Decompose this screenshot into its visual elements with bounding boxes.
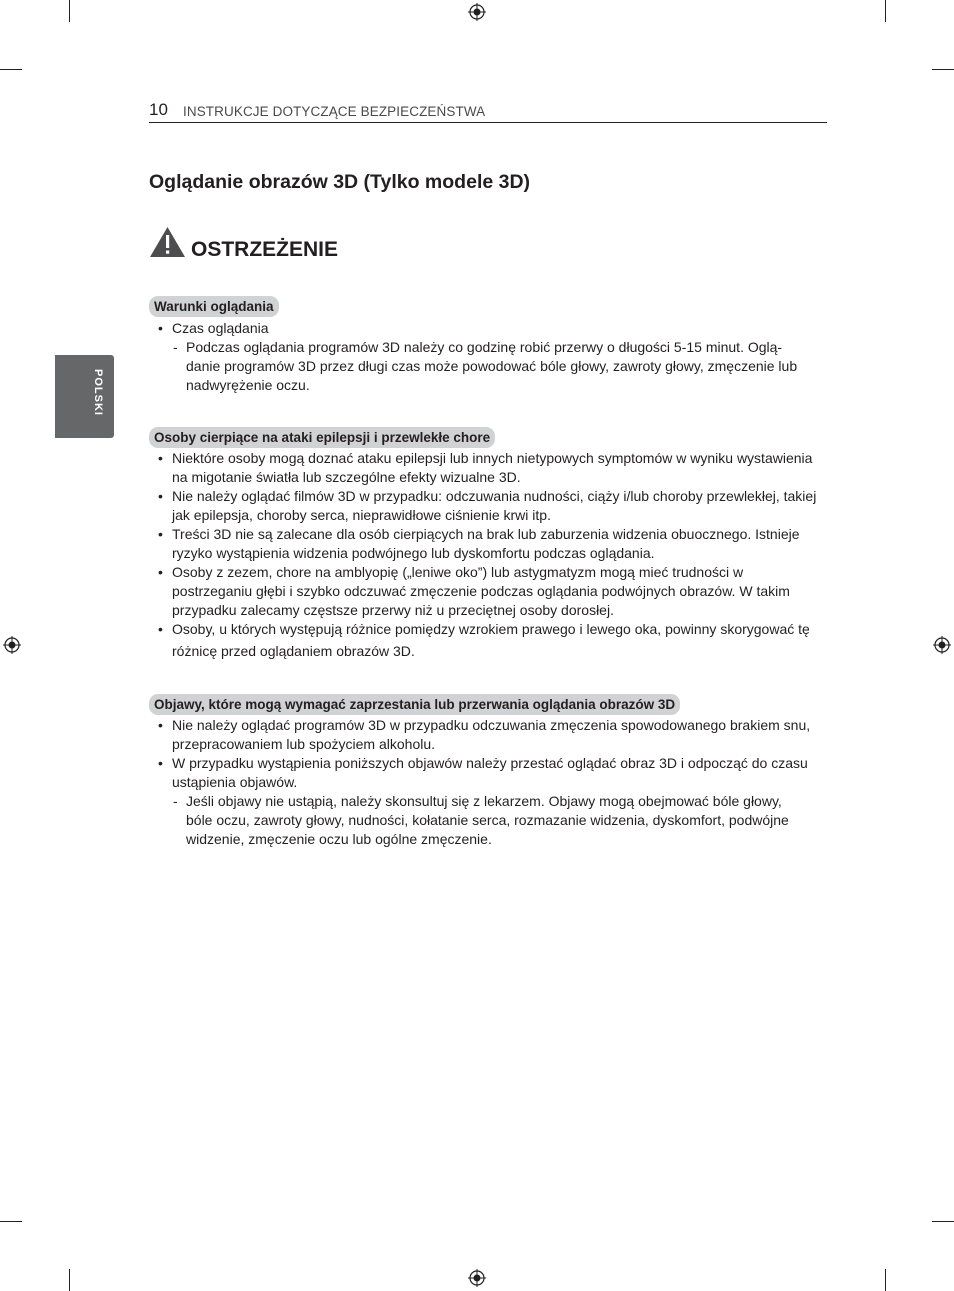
registration-mark-icon: [468, 1269, 486, 1287]
crop-mark: [69, 0, 70, 22]
crop-mark: [885, 1269, 886, 1291]
list-item: W przypadku wystąpienia poniższych objawów należy przestać oglądać obraz 3D i odpocząć do czasu: [172, 755, 808, 771]
crop-mark: [932, 1221, 954, 1222]
warning-triangle-icon: [149, 226, 186, 258]
page-header: [149, 100, 827, 123]
list-item-continuation: danie programów 3D przez długi czas może powodować bóle głowy, zawroty głowy, zmęczenie lub: [186, 358, 798, 374]
dash-marker: -: [173, 339, 178, 355]
dash-marker: -: [173, 793, 178, 809]
bullet-marker: •: [158, 755, 163, 771]
bullet-marker: •: [158, 488, 163, 504]
list-item-continuation: postrzeganiu głębi i szybko odczuwać zmęczenie podczas oglądania podwójnych obrazów. W takim: [172, 583, 790, 599]
page-number: 10: [149, 100, 168, 119]
crop-mark: [0, 1221, 22, 1222]
subsection-heading: Osoby cierpiące na ataki epilepsji i przewlekłe chore: [149, 427, 495, 448]
list-item-continuation: różnicę przed oglądaniem obrazów 3D.: [172, 643, 415, 659]
crop-mark: [0, 69, 22, 70]
bullet-marker: •: [158, 320, 163, 336]
bullet-marker: •: [158, 526, 163, 542]
crop-mark: [885, 0, 886, 22]
list-item: Osoby z zezem, chore na amblyopię („leniwe oko”) lub astygmatyzm mogą mieć trudności w: [172, 564, 744, 580]
list-item-continuation: na migotanie światła lub szczególne efekty wizualne 3D.: [172, 469, 521, 485]
language-tab-label: POLSKI: [92, 369, 104, 416]
list-item-continuation: widzenie, zmęczenie oczu lub ogólne zmęczenie.: [186, 831, 492, 847]
list-item-continuation: jak epilepsja, choroby serca, nieprawidłowe ciśnienie krwi itp.: [172, 507, 551, 523]
warning-label: OSTRZEŻENIE: [191, 238, 339, 261]
list-item: Treści 3D nie są zalecane dla osób cierpiących na brak lub zaburzenia widzenia obuocznego. Istnieje: [172, 526, 800, 542]
list-item-continuation: nadwyrężenie oczu.: [186, 377, 310, 393]
registration-mark-icon: [468, 3, 486, 21]
bullet-marker: •: [158, 564, 163, 580]
list-item: Niektóre osoby mogą doznać ataku epilepsji lub innych nietypowych symptomów w wyniku wystawienia: [172, 450, 813, 466]
list-item-continuation: bóle oczu, zawroty głowy, nudności, kołatanie serca, rozmazanie widzenia, dyskomfort, podwójne: [186, 812, 789, 828]
section-title: Oglądanie obrazów 3D (Tylko modele 3D): [149, 171, 531, 193]
running-title: INSTRUKCJE DOTYCZĄCE BEZPIECZEŃSTWA: [183, 104, 486, 119]
bullet-marker: •: [158, 450, 163, 466]
registration-mark-icon: [3, 636, 21, 654]
bullet-marker: •: [158, 717, 163, 733]
registration-mark-icon: [933, 636, 951, 654]
bullet-marker: •: [158, 621, 163, 637]
list-item: Osoby, u których występują różnice pomiędzy wzrokiem prawego i lewego oka, powinny skorygować tę: [172, 621, 810, 637]
list-item-continuation: przepracowaniem lub spożyciem alkoholu.: [172, 736, 436, 752]
crop-mark: [932, 69, 954, 70]
list-item-continuation: ryzyko wystąpienia widzenia podwójnego lub dyskomfortu podczas oglądania.: [172, 545, 655, 561]
list-item: Czas oglądania: [172, 320, 269, 336]
list-item: Nie należy oglądać filmów 3D w przypadku: odczuwania nudności, ciąży i/lub choroby przewlekłej, takiej: [172, 488, 817, 504]
subsection-heading: Warunki oglądania: [149, 296, 279, 317]
list-item: Nie należy oglądać programów 3D w przypadku odczuwania zmęczenia spowodowanego brakiem snu,: [172, 717, 811, 733]
subsection-heading: Objawy, które mogą wymagać zaprzestania lub przerwania oglądania obrazów 3D: [149, 694, 680, 715]
language-side-tab: [55, 355, 114, 438]
list-item: Podczas oglądania programów 3D należy co godzinę robić przerwy o długości 5-15 minut. Oglą-: [186, 339, 783, 355]
list-item: Jeśli objawy nie ustąpią, należy skonsultuj się z lekarzem. Objawy mogą obejmować bóle głowy,: [186, 793, 782, 809]
list-item-continuation: ustąpienia objawów.: [172, 774, 298, 790]
crop-mark: [69, 1269, 70, 1291]
list-item-continuation: przypadku zalecamy częstsze przerwy niż u przeciętnej osoby dorosłej.: [172, 602, 614, 618]
